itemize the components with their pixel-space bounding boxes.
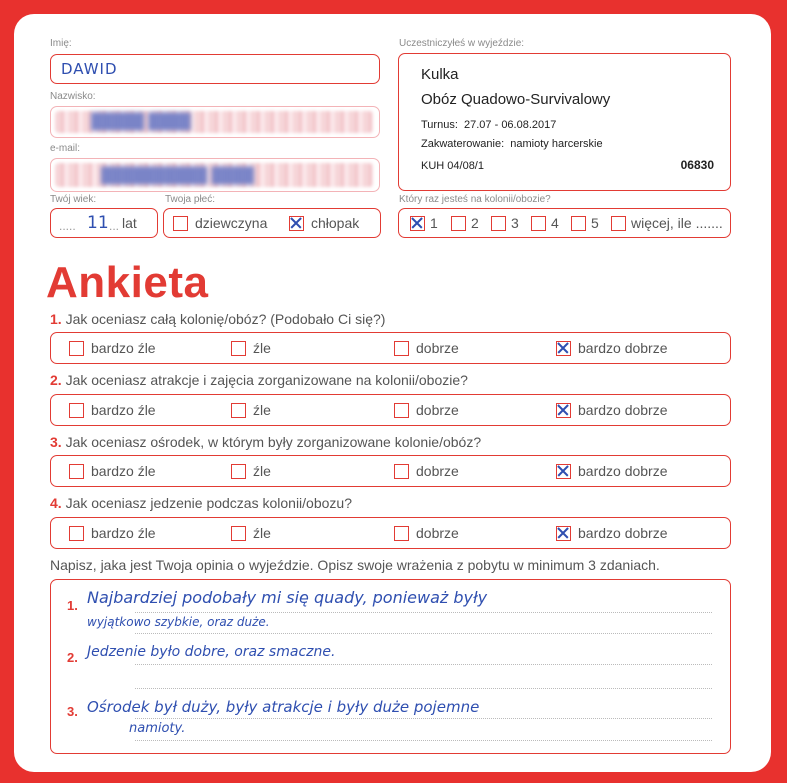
answer-1-line-a: Najbardziej podobały mi się quady, ponieważ były xyxy=(87,588,488,607)
q3-option-very-bad-label: bardzo źle xyxy=(91,463,156,479)
times-option-5: 5 xyxy=(591,215,599,231)
q3-option-very-good-label: bardzo dobrze xyxy=(578,463,668,479)
camp-code: KUH 04/08/1 xyxy=(421,160,484,172)
question-4-number: 4. xyxy=(50,495,62,511)
q2-checkbox-good[interactable] xyxy=(394,403,409,418)
question-1-options xyxy=(50,332,731,364)
accommodation-label: Zakwaterowanie: xyxy=(421,138,505,150)
times-option-4: 4 xyxy=(551,215,559,231)
times-option-1: 1 xyxy=(430,215,438,231)
q3-checkbox-bad[interactable] xyxy=(231,464,246,479)
q2-option-bad[interactable] xyxy=(231,402,271,418)
checkbox-times-1-checked[interactable] xyxy=(410,216,425,231)
writing-line xyxy=(135,718,712,719)
q4-option-good[interactable] xyxy=(394,525,459,541)
question-3-number: 3. xyxy=(50,434,62,450)
times-option-3: 3 xyxy=(511,215,519,231)
question-3 xyxy=(50,434,481,450)
q4-checkbox-good[interactable] xyxy=(394,526,409,541)
opinion-prompt: Napisz, jaka jest Twoja opinia o wyjeździe. Opisz swoje wrażenia z pobytu w minimum 3 zdaniach. xyxy=(50,557,660,573)
question-1-text: Jak oceniasz całą kolonię/obóz? (Podobało Ci się?) xyxy=(65,311,386,327)
answer-1-number: 1. xyxy=(67,598,78,613)
accommodation-value: namioty harcerskie xyxy=(510,138,603,150)
writing-line xyxy=(135,688,712,689)
question-2-text: Jak oceniasz atrakcje i zajęcia zorganizowane na kolonii/obozie? xyxy=(65,372,468,388)
q1-checkbox-good[interactable] xyxy=(394,341,409,356)
question-1-number: 1. xyxy=(50,311,62,327)
q1-checkbox-very-good-checked[interactable] xyxy=(556,341,571,356)
q3-option-good[interactable] xyxy=(394,463,459,479)
q2-option-good[interactable] xyxy=(394,402,459,418)
age-value: 11 xyxy=(87,213,109,233)
opinion-box[interactable] xyxy=(50,579,731,754)
gender-option-girl[interactable] xyxy=(173,215,267,231)
q4-option-very-good[interactable] xyxy=(556,525,668,541)
q4-option-good-label: dobrze xyxy=(416,525,459,541)
times-option-more: więcej, ile ....... xyxy=(631,215,723,231)
q1-option-bad[interactable] xyxy=(231,340,271,356)
times-label: Który raz jesteś na kolonii/obozie? xyxy=(399,194,551,205)
answer-2-line-a: Jedzenie było dobre, oraz smaczne. xyxy=(87,644,336,660)
writing-line xyxy=(135,633,712,634)
q4-option-very-good-label: bardzo dobrze xyxy=(578,525,668,541)
answer-3-number: 3. xyxy=(67,704,78,719)
q4-option-very-bad[interactable] xyxy=(69,525,156,541)
question-4-options xyxy=(50,517,731,549)
turnus-value: 27.07 - 06.08.2017 xyxy=(464,119,557,131)
name-value: DAWID xyxy=(61,60,118,78)
q2-option-good-label: dobrze xyxy=(416,402,459,418)
question-3-text: Jak oceniasz ośrodek, w którym były zorganizowane kolonie/obóz? xyxy=(65,434,482,450)
q1-option-very-good[interactable] xyxy=(556,340,668,356)
writing-line xyxy=(135,664,712,665)
gender-label: Twoja płeć: xyxy=(165,194,216,205)
q2-option-very-good[interactable] xyxy=(556,402,668,418)
camp-line2: Obóz Quadowo-Survivalowy xyxy=(421,91,611,108)
camp-turnus xyxy=(421,119,556,131)
times-option-2: 2 xyxy=(471,215,479,231)
question-1 xyxy=(50,311,385,327)
q4-checkbox-very-good-checked[interactable] xyxy=(556,526,571,541)
question-2 xyxy=(50,372,468,388)
answer-3-line-b: namioty. xyxy=(129,721,186,736)
q2-option-very-bad[interactable] xyxy=(69,402,156,418)
q3-checkbox-very-good-checked[interactable] xyxy=(556,464,571,479)
question-3-options xyxy=(50,455,731,487)
age-field[interactable] xyxy=(50,208,158,238)
checkbox-times-5[interactable] xyxy=(571,216,586,231)
writing-line xyxy=(135,740,712,741)
age-dots: ..... xyxy=(59,219,76,233)
q1-checkbox-bad[interactable] xyxy=(231,341,246,356)
q1-option-good-label: dobrze xyxy=(416,340,459,356)
times-field xyxy=(398,208,731,238)
q1-checkbox-very-bad[interactable] xyxy=(69,341,84,356)
q3-option-very-bad[interactable] xyxy=(69,463,156,479)
q2-option-bad-label: źle xyxy=(253,402,271,418)
answer-1-line-b: wyjątkowo szybkie, oraz duże. xyxy=(87,615,270,629)
email-label: e-mail: xyxy=(50,143,81,154)
q2-checkbox-bad[interactable] xyxy=(231,403,246,418)
q4-option-bad[interactable] xyxy=(231,525,271,541)
q2-option-very-good-label: bardzo dobrze xyxy=(578,402,668,418)
q4-option-very-bad-label: bardzo źle xyxy=(91,525,156,541)
answer-2-number: 2. xyxy=(67,650,78,665)
checkbox-times-2[interactable] xyxy=(451,216,466,231)
question-2-options xyxy=(50,394,731,426)
q2-checkbox-very-bad[interactable] xyxy=(69,403,84,418)
gender-field xyxy=(163,208,381,238)
checkbox-times-4[interactable] xyxy=(531,216,546,231)
q2-option-very-bad-label: bardzo źle xyxy=(91,402,156,418)
q4-checkbox-very-bad[interactable] xyxy=(69,526,84,541)
camp-line1: Kulka xyxy=(421,66,459,83)
question-2-number: 2. xyxy=(50,372,62,388)
checkbox-times-more[interactable] xyxy=(611,216,626,231)
camp-info-box xyxy=(398,53,731,191)
surname-blurred-text: █████ ████ xyxy=(91,113,191,130)
age-dots-2: ... xyxy=(109,219,120,233)
camp-accommodation xyxy=(421,138,603,150)
surname-label: Nazwisko: xyxy=(50,91,96,102)
camp-number: 06830 xyxy=(680,158,714,172)
answer-3-line-a: Ośrodek był duży, były atrakcje i były duże pojemne xyxy=(87,698,480,716)
turnus-label: Turnus: xyxy=(421,119,458,131)
age-label: Twój wiek: xyxy=(50,194,97,205)
q2-checkbox-very-good-checked[interactable] xyxy=(556,403,571,418)
name-field[interactable] xyxy=(50,54,380,84)
q3-option-very-good[interactable] xyxy=(556,463,668,479)
gender-option-girl-label: dziewczyna xyxy=(195,215,268,231)
gender-option-boy-label: chłopak xyxy=(311,215,360,231)
writing-line xyxy=(135,612,712,613)
q1-option-very-bad[interactable] xyxy=(69,340,156,356)
email-field[interactable] xyxy=(50,158,380,192)
q3-checkbox-good[interactable] xyxy=(394,464,409,479)
name-label: Imię: xyxy=(50,38,72,49)
q1-option-very-good-label: bardzo dobrze xyxy=(578,340,668,356)
participant-label: Uczestniczyłeś w wyjeździe: xyxy=(399,38,525,49)
surname-field[interactable] xyxy=(50,106,380,138)
age-unit: lat xyxy=(122,215,137,231)
q3-option-bad-label: źle xyxy=(253,463,271,479)
gender-option-boy[interactable] xyxy=(289,215,359,231)
q1-option-very-bad-label: bardzo źle xyxy=(91,340,156,356)
question-4 xyxy=(50,495,352,511)
checkbox-boy-checked[interactable] xyxy=(289,216,304,231)
q1-option-bad-label: źle xyxy=(253,340,271,356)
question-4-text: Jak oceniasz jedzenie podczas kolonii/obozu? xyxy=(65,495,352,511)
email-blurred-text: ██████████ ████ xyxy=(101,167,254,184)
q4-option-bad-label: źle xyxy=(253,525,271,541)
q3-checkbox-very-bad[interactable] xyxy=(69,464,84,479)
q3-option-good-label: dobrze xyxy=(416,463,459,479)
q1-option-good[interactable] xyxy=(394,340,459,356)
checkbox-girl[interactable] xyxy=(173,216,188,231)
checkbox-times-3[interactable] xyxy=(491,216,506,231)
survey-card xyxy=(14,14,771,772)
q3-option-bad[interactable] xyxy=(231,463,271,479)
q4-checkbox-bad[interactable] xyxy=(231,526,246,541)
survey-title: Ankieta xyxy=(46,258,209,307)
